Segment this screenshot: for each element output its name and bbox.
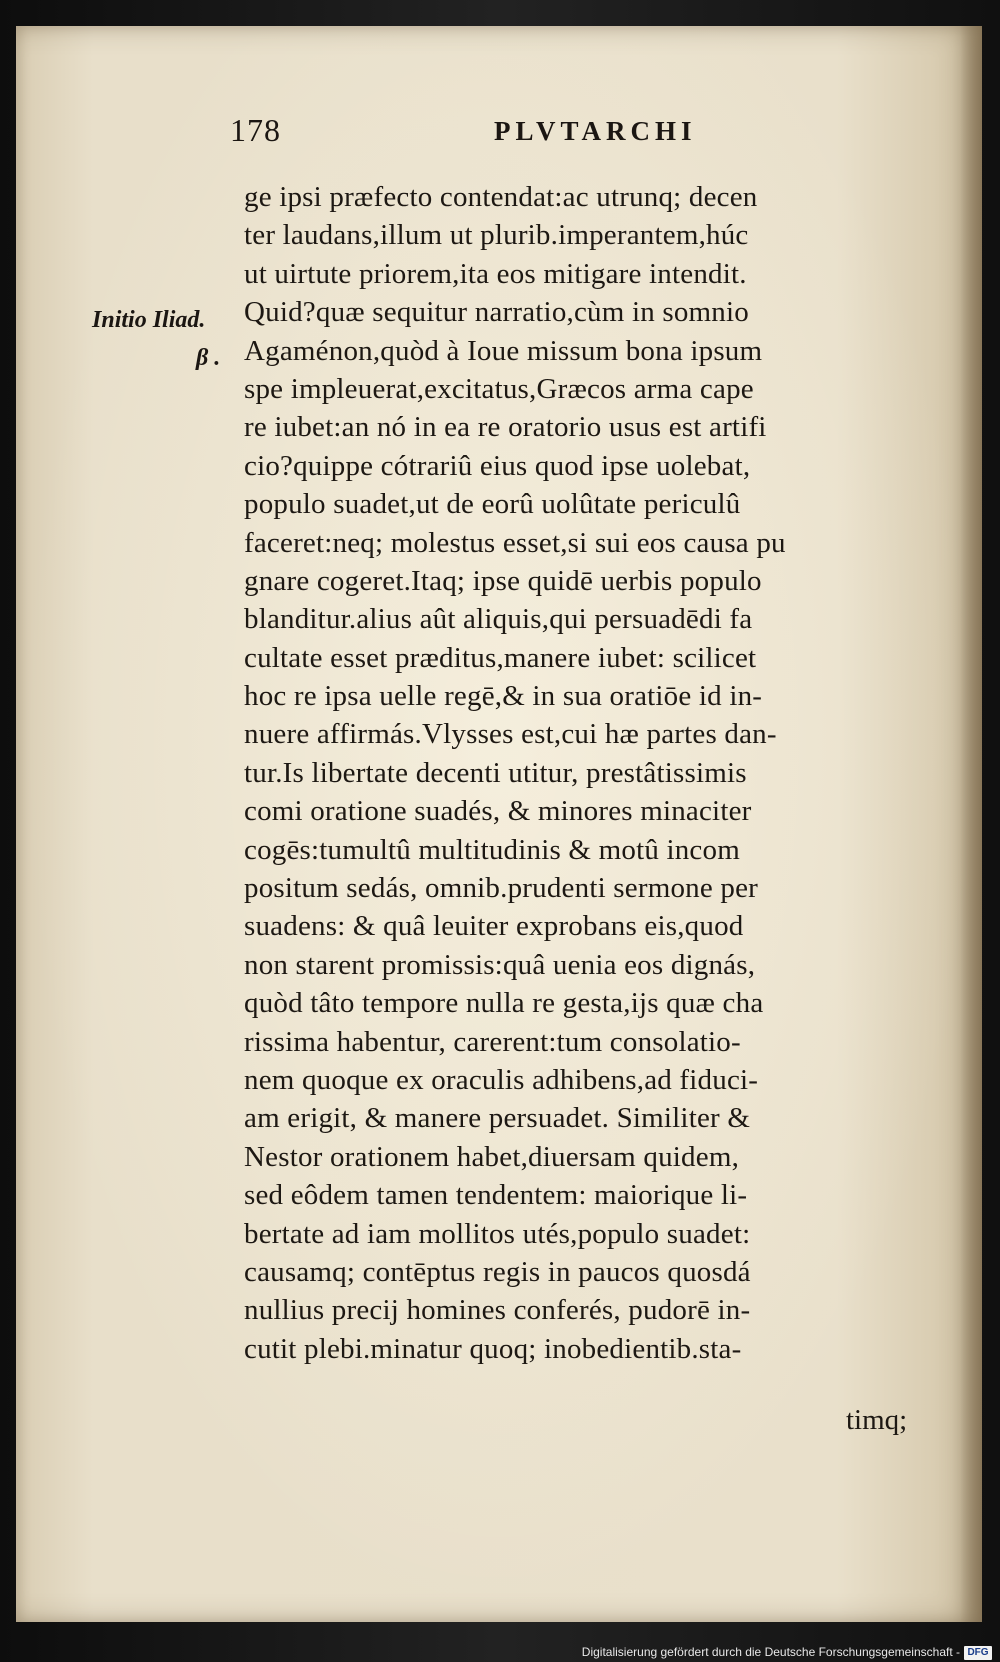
marginal-note: β . (196, 345, 221, 371)
text-line: populo suadet,ut de eorû uolûtate periculû (244, 488, 741, 521)
text-line: ut uirtute priorem,ita eos mitigare intendit. (244, 257, 747, 290)
text-line: am erigit, & manere persuadet. Similiter & (244, 1102, 751, 1135)
text-line: quòd tâto tempore nulla re gesta,ijs quæ cha (244, 987, 764, 1020)
text-line: sed eôdem tamen tendentem: maiorique li- (244, 1179, 748, 1212)
page-edge-shadow (960, 26, 982, 1622)
text-line: rissima habentur, carerent:tum consolatio- (244, 1025, 741, 1058)
text-line: hoc re ipsa uelle regē,& in sua oratiōe id in- (244, 680, 763, 713)
text-line: gnare cogeret.Itaq; ipse quidē uerbis populo (244, 564, 762, 597)
body-text (244, 178, 902, 1368)
text-line: re iubet:an nó in ea re oratorio usus est artifi (244, 411, 767, 444)
text-line: Agaménon,quòd à Ioue missum bona ipsum (244, 334, 763, 367)
text-line: nuere affirmás.Vlysses est,cui hæ partes dan- (244, 718, 777, 751)
text-line: cogēs:tumultû multitudinis & motû incom (244, 833, 740, 866)
text-line: Nestor orationem habet,diuersam quidem, (244, 1140, 740, 1173)
running-head (230, 112, 790, 152)
dfg-logo: DFG (964, 1646, 992, 1660)
text-line: ge ipsi præfecto contendat:ac utrunq; decen (244, 181, 758, 213)
text-line: spe impleuerat,excitatus,Græcos arma cape (244, 372, 754, 405)
text-line: cultate esset præditus,manere iubet: scilicet (244, 641, 757, 674)
text-line: faceret:neq; molestus esset,si sui eos causa pu (244, 526, 786, 559)
text-line: cio?quippe cótrariû eius quod ipse uolebat, (244, 449, 751, 482)
text-line: causamq; contēptus regis in paucos quosdá (244, 1255, 751, 1288)
text-line: nem quoque ex oraculis adhibens,ad fiduci- (244, 1063, 759, 1096)
marginal-note: Initio Iliad. (92, 307, 206, 333)
text-line: comi oratione suadés, & minores minaciter (244, 795, 752, 828)
text-line: non starent promissis:quâ uenia eos dignás, (244, 948, 756, 981)
text-line: blanditur.alius aût aliquis,qui persuadēdi fa (244, 603, 753, 636)
page-number: 178 (230, 112, 281, 148)
text-line: nullius precij homines conferés, pudorē in- (244, 1294, 751, 1327)
text-line: bertate ad iam mollitos utés,populo suadet: (244, 1217, 751, 1250)
text-line: cutit plebi.minatur quoq; inobedientib.sta- (244, 1332, 742, 1365)
text-line: Quid?quæ sequitur narratio,cùm in somnio (244, 296, 749, 329)
digitization-credit: Digitalisierung gefördert durch die Deutsche Forschungsgemeinschaft - (581, 1645, 960, 1659)
text-line: tur.Is libertate decenti utitur, prestâtissimis (244, 756, 747, 789)
running-title: PLVTARCHI (494, 116, 697, 146)
catchword: timq; (846, 1404, 908, 1436)
text-line: positum sedás, omnib.prudenti sermone per (244, 872, 759, 905)
text-line: ter laudans,illum ut plurib.imperantem,húc (244, 219, 749, 252)
text-line: suadens: & quâ leuiter exprobans eis,quod (244, 910, 744, 943)
